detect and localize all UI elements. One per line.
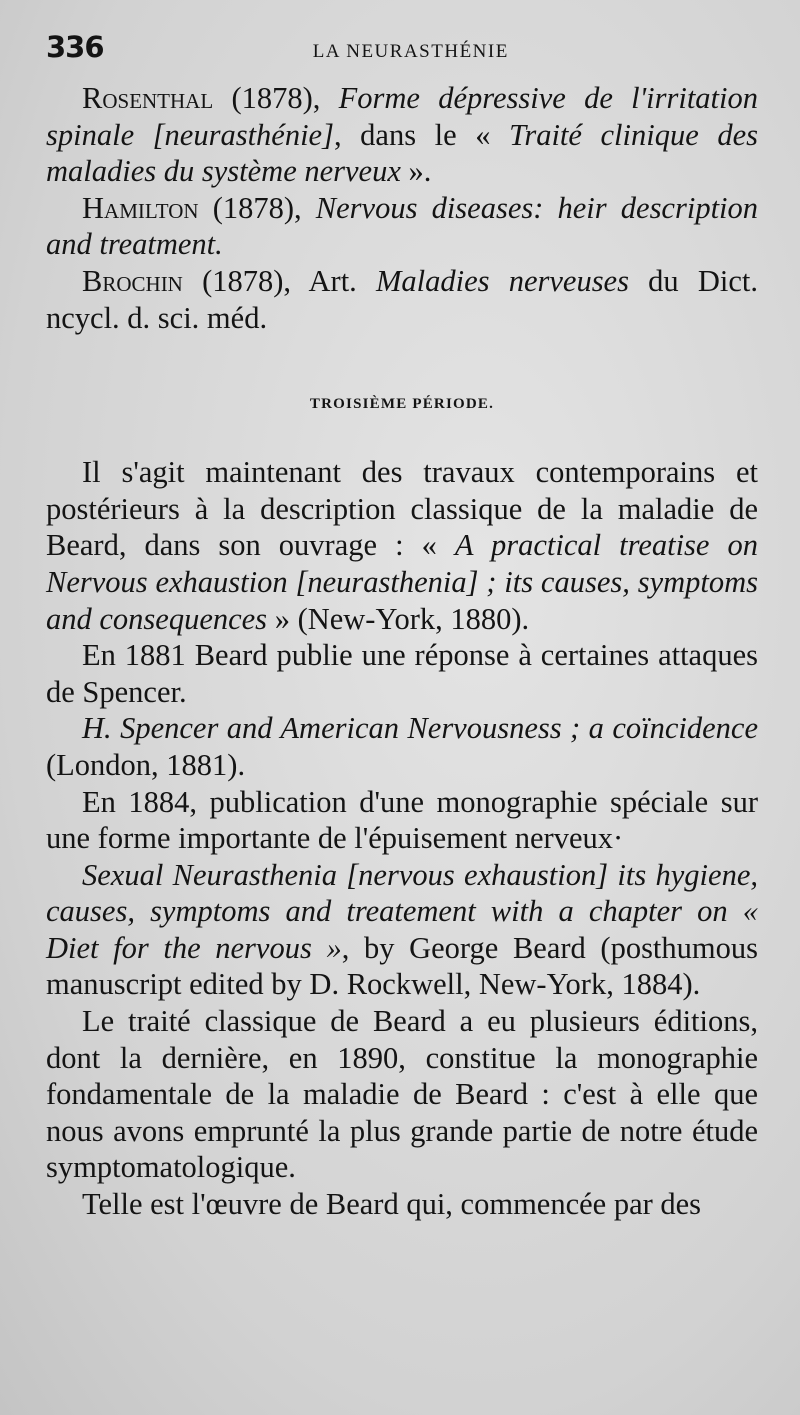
reference-year: (1878), (231, 81, 321, 115)
paragraph: En 1884, publication d'une monographie spéciale sur une forme importante de l'épuisement nerveux· (46, 784, 758, 856)
paragraph-text: » (New-York, 1880). (267, 601, 530, 636)
paragraph: Le traité classique de Beard a eu plusieurs éditions, dont la dernière, en 1890, constitue la monographie fondamentale de la maladie de Beard : c'est à elle que nous avons emprunté la plus grande partie de notre étude symptomatologique. (46, 1004, 758, 1185)
reference-year: (1878), (212, 190, 302, 225)
paragraph (46, 454, 758, 637)
paragraph (46, 857, 758, 1003)
paragraph-text: Il s'agit maintenant des travaux contemporains et postérieurs à la description classique de la maladie de Beard, dans son ouvrage : « (46, 455, 758, 563)
reference-end: ». (400, 154, 432, 189)
paragraph: En 1881 Beard publie une réponse à certaines attaques de Spencer. (46, 638, 758, 709)
reference-tail: du Dict. ncycl. d. sci. méd. (46, 263, 759, 335)
reference-hamilton (46, 190, 758, 263)
reference-tail: , dans le « (333, 117, 510, 152)
paragraph: Telle est l'œuvre de Beard qui, commencée par des (82, 1187, 702, 1222)
reference-work: Traité clinique des maladies du système nerveux (46, 117, 758, 189)
book-title: H. Spencer and American Nervousness ; a coïncidence (82, 711, 758, 746)
book-title: A practical treatise on Nervous exhaustion [neurasthenia] ; its causes, symptoms and consequences (46, 528, 758, 636)
book-page (46, 30, 758, 1223)
reference-rosenthal (46, 80, 758, 190)
reference-author: Brochin (82, 263, 183, 298)
reference-author: Hamilton (82, 190, 199, 225)
page-number: 336 (46, 30, 104, 64)
reference-author: Rosenthal (82, 81, 214, 115)
paragraph-text: (London, 1881). (46, 747, 246, 782)
reference-year: (1878), Art. (202, 263, 357, 298)
paragraph-text: , by George Beard (posthumous manuscript edited by D. Rockwell, New-York, 1884). (46, 930, 758, 1002)
reference-title: Forme dépressive de l'irritation spinale [neurasthénie] (46, 81, 758, 152)
reference-title: Nervous diseases: heir description and treatment. (46, 190, 759, 262)
book-title: Sexual Neurasthenia [nervous exhaustion] its hygiene, causes, symptoms and treatement with a chapter on « Diet for the nervous » (46, 857, 758, 965)
page-header (46, 30, 758, 80)
reference-title: Maladies nerveuses (376, 263, 629, 298)
reference-brochin (46, 263, 758, 336)
paragraph (46, 710, 758, 783)
section-heading: TROISIÈME PÉRIODE. (309, 396, 495, 413)
running-title: LA NEURASTHÉNIE (312, 41, 509, 62)
